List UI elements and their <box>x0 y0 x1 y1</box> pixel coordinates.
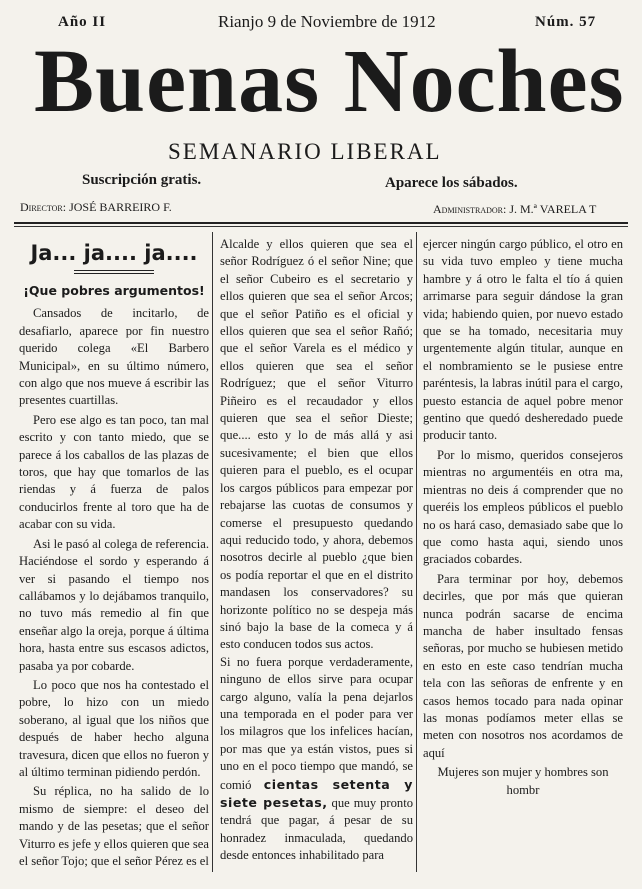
paragraph: Lo poco que nos ha contestado el pobre, lo hizo con un miedo soberano, al igual que los niños que después de haber hecho alguna travesura, dicen que ellos no fueron y al último terminan pidiendo perdón. <box>19 677 209 779</box>
paragraph: Asi le pasó al colega de referencia. Haciéndose el sordo y esperando á ver si pasando el tiempo nos callábamos y lo dejábamos tranquilo, no tuvo más remedio al fin que enseñar algo la oreja, porque á última hora, hasta entre sus escasos adictos, pasaba ya por cobarde. <box>19 536 209 673</box>
paragraph: Su réplica, no ha salido de lo mismo de siempre: el deseo del mando y de las pesetas; que el señor Viturro es jefe y ellos quieren que sea el señor Tojo; que el señor Pérez es el <box>19 784 209 868</box>
director-label: Director: <box>20 200 67 214</box>
administrator-line <box>433 202 596 217</box>
director-line <box>20 200 172 215</box>
director-name: JOSÉ BARREIRO F. <box>69 200 172 214</box>
administrator-name: J. M.ª VARELA T <box>509 202 597 216</box>
paragraph: Si no fuera porque verdaderamente, ninguno de ellos sirve para ocupar cargo alguno, valía la pena dejarlos una temporada en el poder para ver los milagros que los infelices hacían, por mas que ya están vistos, pues si uno en el poco tiempo que mandó, se comió <box>220 654 413 792</box>
emphasis-amount: cientas setenta y siete pesetas, <box>220 776 413 810</box>
subscription-note: Suscripción gratis. <box>82 172 202 188</box>
article-column-1 <box>19 236 209 870</box>
issue-number: Núm. 57 <box>535 14 597 30</box>
header-rule-thin <box>14 226 628 227</box>
publication-day-note: Aparece los sábados. <box>385 175 518 191</box>
paragraph: Cansados de incitarlo, de desafiarlo, aparece por fin nuestro querido colega «El Barbero Municipal», en su último número, con algo que nos mueve á escribir las presentes cuartillas. <box>19 306 209 408</box>
article-column-2 <box>220 236 413 865</box>
masthead-subtitle: SEMANARIO LIBERAL <box>168 139 442 164</box>
paragraph: ejercer ningún cargo público, el otro en su vida tuvo empleo y tiene mucha hambre y á otro le falta el tío á quien arrimarse para seguir dándose la gran vida; habiendo quien, por nuevo estado que se ha tomado, necesitaria muy urgentemente algún titular, aunque en el nombramiento se le pusiese entre paréntesis, la labras inútil para el cargo, puesto estancia de aquel pobre menor gentino que quedó desheredado puede producir tanto. <box>423 237 623 443</box>
paragraph: Alcalde y ellos quieren que sea el señor Rodríguez ó el señor Nine; que el señor Cubeiro es el secretario y ellos quieren que sea el señor Arcos; que el señor Patiño es el oficial y ellos quieren que sea el señor Rañó; que el señor Varela es el médico y ellos quieren que sea el señor Rodríguez; que el señor Viturro Piñeiro es el recaudador y ellos quieren que sea el señor Dieste; que.... esto y lo de más allá y asi sucesivamente; el bien que ellos quieren para el pueblo, es el ocupar los cargos públicos para empezar por rebajarse las cuotas de consumos y comerse el presupuesto quedando aqui reducido todo, y ahora, debemos nosotros decirle al pueblo ¿que bien os podía reportar el que en el distrito mandasen los conservadores? su horizonte político no se despeja más sinó bajo la base de la comeca y á esto conducen todos sus actos. <box>220 237 413 652</box>
title-rule <box>74 270 154 274</box>
header-rule <box>14 222 628 224</box>
column-divider <box>212 232 213 872</box>
article-column-3 <box>423 236 623 799</box>
masthead-title: Buenas Noches <box>34 32 625 131</box>
administrator-label: Administrador: <box>433 202 507 216</box>
closing-line: Mujeres son mujer y hombres son hombr <box>437 765 609 797</box>
column-divider <box>416 232 417 872</box>
dateline: Rianjo 9 de Noviembre de 1912 <box>218 12 436 31</box>
paragraph: Para terminar por hoy, debemos decirles, que por más que quieran nunca podrán sacarse de encima mancha de haber insultado fensas señoras, por mucho se hubiesen metido en esto en este caso tendrían mucha tela con las señoras de enfrente y en casos hemos tocado para nada opinar las monas podíamos meter ellas se meten con nosotros nos acordamos de aquí <box>423 571 623 760</box>
article-subtitle: ¡Que pobres argumentos! <box>23 283 205 298</box>
article-title: Ja... ja.... ja.... <box>30 241 198 265</box>
year-label: Año II <box>58 14 107 30</box>
paragraph-continuation: que muy pronto tendrá que pagar, á pesar de su honradez inmaculada, quedando desde entonces inhabilitado para <box>220 796 413 863</box>
paragraph: Por lo mismo, queridos consejeros mientras no argumentéis en otra ma, mientras no deis á comprender que no queréis los empleos públicos el pueblo no os hará caso, demasiado sabe que lo que como hasta aqui, siendo unos graciados cobardes. <box>423 447 623 567</box>
paragraph: Pero ese algo es tan poco, tan mal escrito y con tanto miedo, que se parece á los caballos de las plazas de toros, que hay que tomarlos de las riendas y á fuerza de palos conducirlos frente al toro que ha de acabar con su vida. <box>19 412 209 532</box>
